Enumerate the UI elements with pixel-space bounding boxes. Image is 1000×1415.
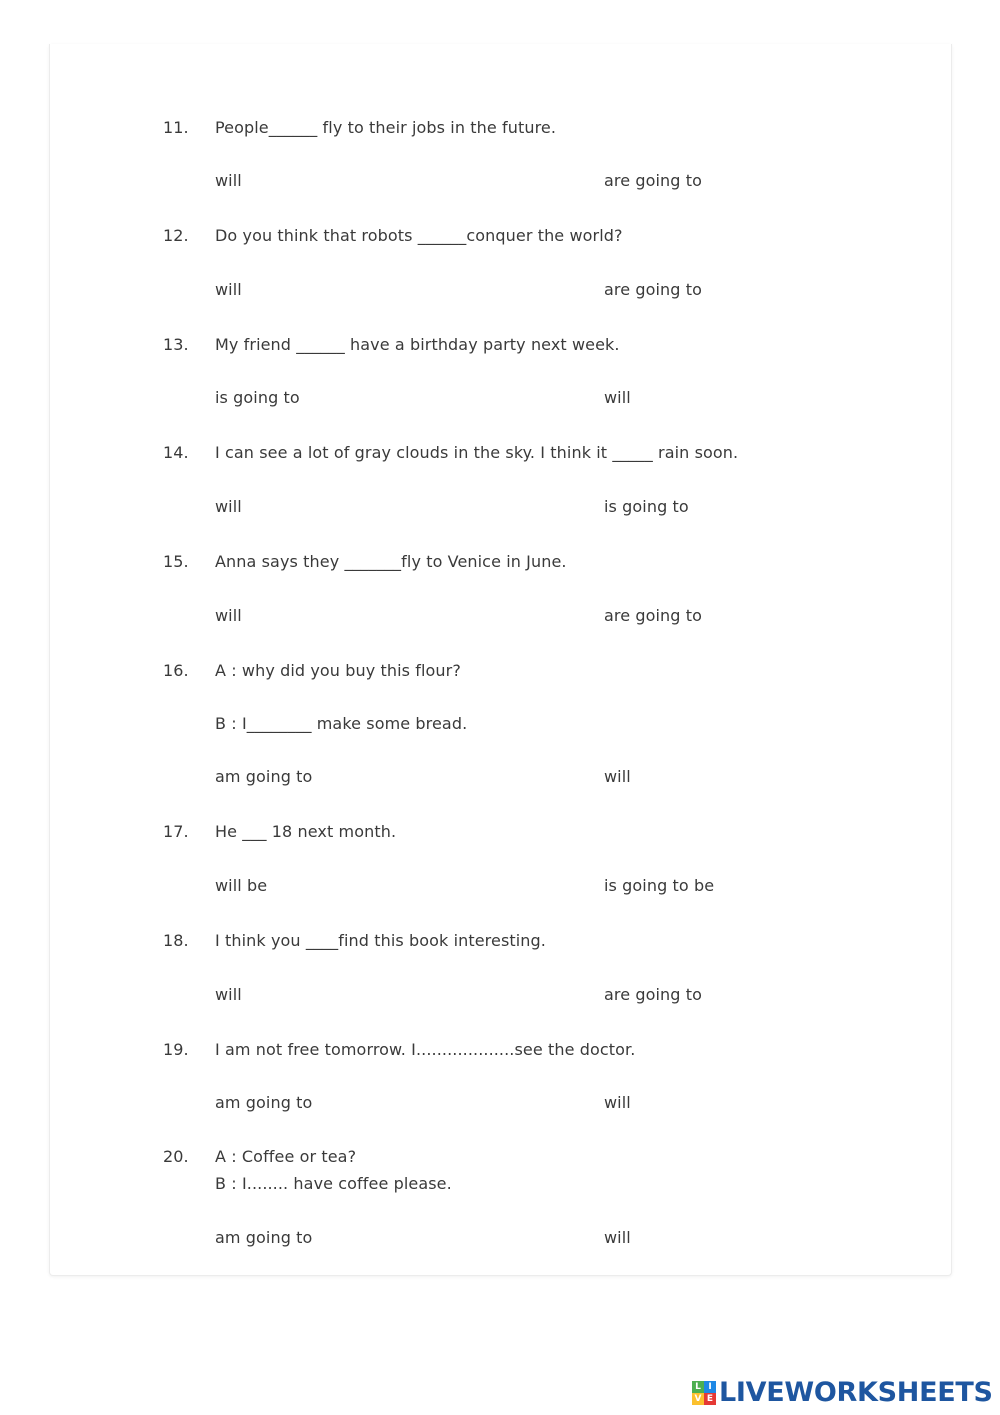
question-text: Anna says they _______fly to Venice in June. [215, 552, 567, 571]
liveworksheets-logo[interactable] [692, 1376, 993, 1410]
question-text: I am not free tomorrow. I...................see the doctor. [215, 1040, 636, 1059]
answer-option[interactable]: is going to [215, 388, 300, 407]
question-number: 20. [163, 1147, 189, 1166]
answer-option[interactable]: will [604, 1093, 631, 1112]
question-text: A : why did you buy this flour? [215, 661, 461, 680]
answer-option[interactable]: is going to be [604, 876, 715, 895]
question-text: Do you think that robots ______conquer the world? [215, 226, 623, 245]
answer-option[interactable]: will [215, 606, 242, 625]
answer-option[interactable]: are going to [604, 171, 702, 190]
question-number: 15. [163, 552, 189, 571]
question-number: 12. [163, 226, 189, 245]
answer-option[interactable]: are going to [604, 280, 702, 299]
question-text: I think you ____find this book interesting. [215, 931, 546, 950]
answer-option[interactable]: will be [215, 876, 268, 895]
answer-option[interactable]: will [215, 171, 242, 190]
question-text: He ___ 18 next month. [215, 822, 397, 841]
answer-option[interactable]: are going to [604, 606, 702, 625]
answer-option[interactable]: will [215, 985, 242, 1004]
answer-option[interactable]: will [215, 280, 242, 299]
logo-letter: E [704, 1393, 716, 1405]
question-text: I can see a lot of gray clouds in the sky. I think it _____ rain soon. [215, 443, 739, 462]
answer-option[interactable]: will [604, 767, 631, 786]
question-number: 19. [163, 1040, 189, 1059]
logo-mark-icon [692, 1381, 716, 1405]
question-text: B : I________ make some bread. [215, 714, 468, 733]
logo-letter: I [704, 1381, 716, 1393]
answer-option[interactable]: will [604, 1228, 631, 1247]
question-number: 18. [163, 931, 189, 950]
answer-option[interactable]: is going to [604, 497, 689, 516]
question-number: 14. [163, 443, 189, 462]
brand-name: LIVEWORKSHEETS [719, 1377, 993, 1408]
answer-option[interactable]: am going to [215, 1228, 313, 1247]
answer-option[interactable]: are going to [604, 985, 702, 1004]
question-text: My friend ______ have a birthday party next week. [215, 335, 620, 354]
answer-option[interactable]: am going to [215, 767, 313, 786]
answer-option[interactable]: will [215, 497, 242, 516]
question-text: People______ fly to their jobs in the future. [215, 118, 557, 137]
question-text: B : I........ have coffee please. [215, 1174, 452, 1193]
logo-letter: L [692, 1381, 704, 1393]
logo-letter: V [692, 1393, 704, 1405]
question-text: A : Coffee or tea? [215, 1147, 357, 1166]
answer-option[interactable]: will [604, 388, 631, 407]
question-number: 16. [163, 661, 189, 680]
question-number: 11. [163, 118, 189, 137]
answer-option[interactable]: am going to [215, 1093, 313, 1112]
question-number: 17. [163, 822, 189, 841]
question-number: 13. [163, 335, 189, 354]
worksheet-page [49, 44, 952, 1276]
